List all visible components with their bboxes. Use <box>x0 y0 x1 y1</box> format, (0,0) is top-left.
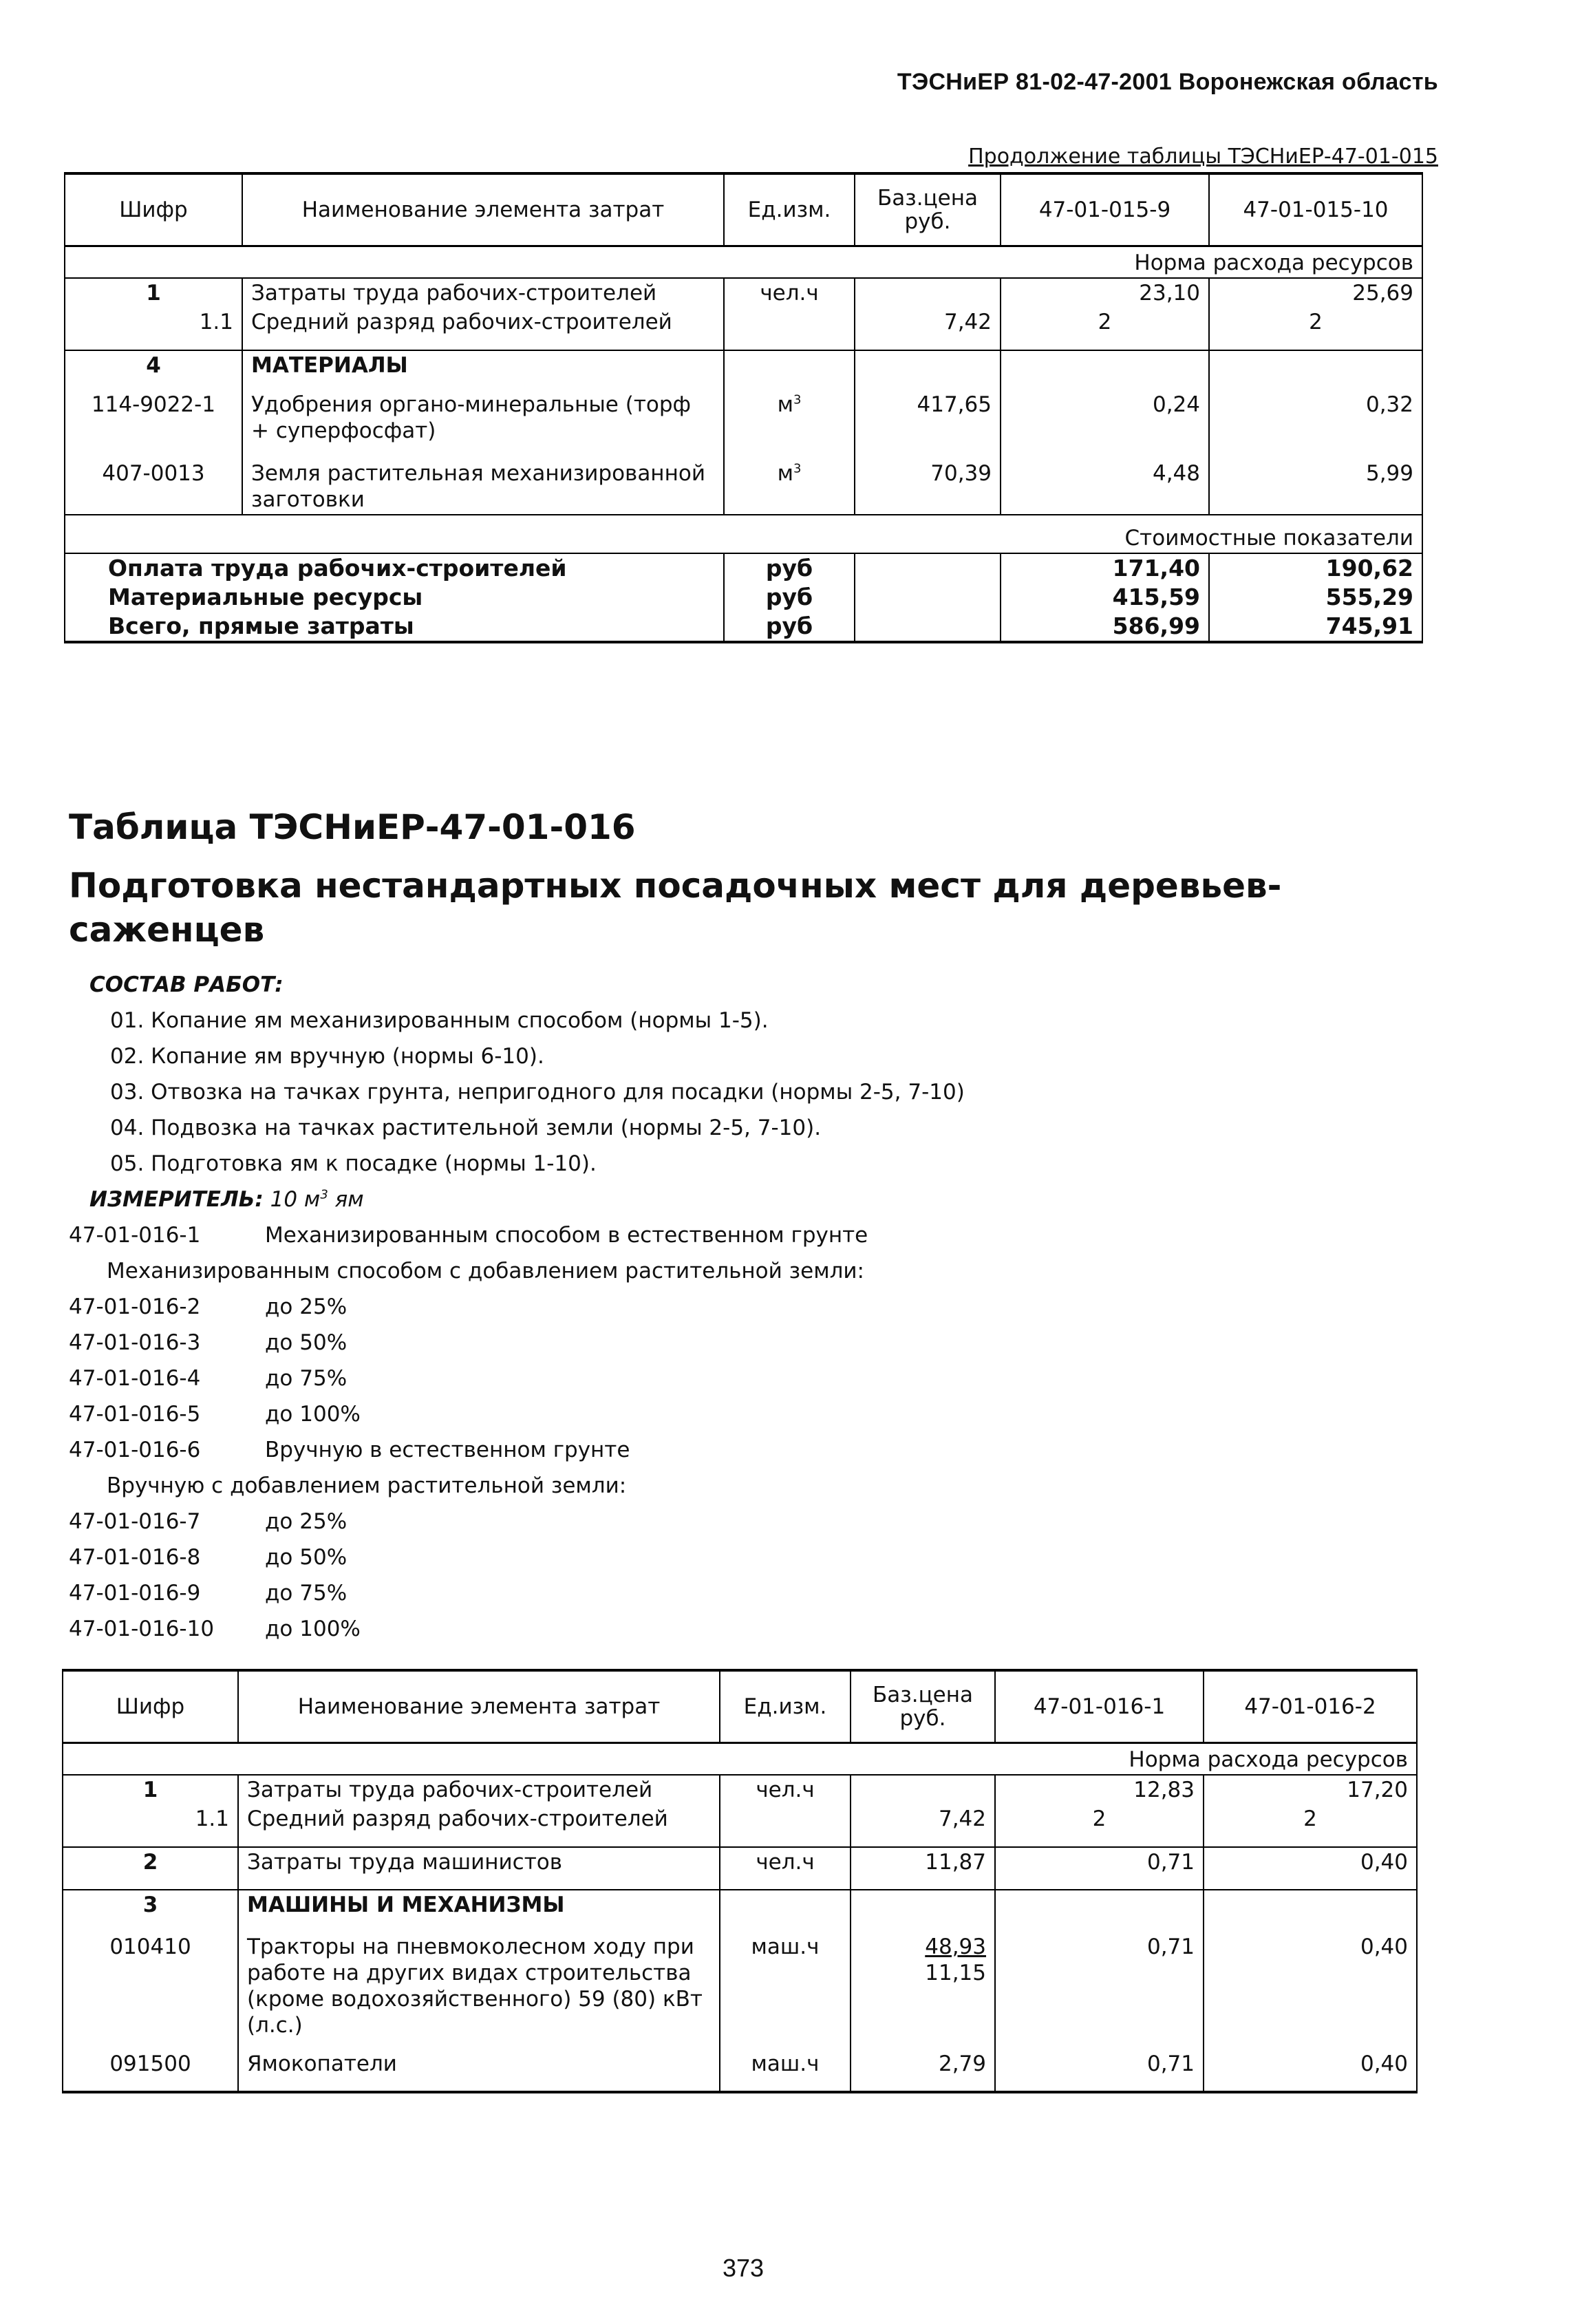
norm-line <box>69 1289 1376 1325</box>
total-unit: руб <box>724 583 855 612</box>
norm-line <box>69 1611 1376 1647</box>
row-value-2 <box>1204 1890 1417 1932</box>
row-price: 2,79 <box>851 2049 995 2092</box>
norm-code: 47-01-016-2 <box>69 1294 201 1319</box>
row-price <box>855 350 1001 390</box>
row-name: Затраты труда рабочих-строителей <box>238 1775 720 1804</box>
measure-value-text: 10 м <box>270 1187 321 1212</box>
total-value-1: 415,59 <box>1001 583 1209 612</box>
row-value-1: 12,83 <box>995 1775 1204 1804</box>
row-value-2: 2 <box>1204 1804 1417 1847</box>
table-header-row <box>65 173 1422 246</box>
measure-value: 10 $м^3$ ям <box>270 1187 364 1212</box>
norm-line <box>69 1217 1376 1253</box>
total-name: Всего, прямые затраты <box>65 612 724 642</box>
row-code: 407-0013 <box>65 459 242 515</box>
norm-code: 47-01-016-7 <box>69 1509 201 1534</box>
col-name-header: Наименование элемента затрат <box>242 173 724 246</box>
row-name: МАШИНЫ И МЕХАНИЗМЫ <box>238 1890 720 1932</box>
band-resource-norms: Норма расхода ресурсов <box>63 1743 1417 1776</box>
row-price: 11,87 <box>851 1847 995 1890</box>
row-price <box>855 278 1001 308</box>
row-unit <box>720 1890 851 1932</box>
norm-text: до 100% <box>265 1402 361 1427</box>
row-value-1: 2 <box>1001 308 1209 350</box>
composition-item: 05. Подготовка ям к посадке (нормы 1-10). <box>110 1151 597 1176</box>
row-code: 1 <box>65 278 242 308</box>
norm-line <box>69 1432 1376 1468</box>
norm-subheading: Вручную с добавлением растительной земли: <box>107 1473 627 1498</box>
measure-unit-tail: ям <box>328 1187 364 1212</box>
row-value-2: 17,20 <box>1204 1775 1417 1804</box>
page-number: 373 <box>722 2254 765 2282</box>
row-value-1 <box>1001 350 1209 390</box>
resource-table-015 <box>64 172 1423 643</box>
norm-text: до 100% <box>265 1617 361 1641</box>
total-value-1: 171,40 <box>1001 553 1209 583</box>
table-row <box>63 2049 1417 2092</box>
norm-line <box>69 1504 1376 1539</box>
composition-item: 04. Подвозка на тачках растительной земли (нормы 2-5, 7-10). <box>110 1116 822 1140</box>
row-price: 7,42 <box>851 1804 995 1847</box>
table-row <box>63 1847 1417 1890</box>
col-norm-1-header: 47-01-016-1 <box>995 1670 1204 1743</box>
row-unit: $м^3$ <box>724 459 855 515</box>
row-value-1: 0,71 <box>995 1847 1204 1890</box>
row-unit: чел.ч <box>720 1775 851 1804</box>
row-unit: $м^3$ <box>724 390 855 459</box>
table-row <box>63 1890 1417 1932</box>
row-value-1: 4,48 <box>1001 459 1209 515</box>
row-unit: маш.ч <box>720 2049 851 2092</box>
table-row <box>65 459 1422 515</box>
row-price <box>851 1775 995 1804</box>
row-value-2 <box>1209 350 1422 390</box>
table-continuation-caption: Продолжение таблицы ТЭСНиЕР-47-01-015 <box>968 145 1438 169</box>
row-unit <box>724 350 855 390</box>
norm-line <box>69 1575 1376 1611</box>
norm-text: до 50% <box>265 1545 348 1570</box>
norm-text: до 75% <box>265 1581 348 1606</box>
norm-line <box>69 1396 1376 1432</box>
row-price: 7,42 <box>855 308 1001 350</box>
row-value-2: 0,40 <box>1204 1847 1417 1890</box>
resource-table-016 <box>62 1669 1418 2093</box>
col-code-header: Шифр <box>65 173 242 246</box>
row-code: 1.1 <box>65 308 242 350</box>
total-price <box>855 553 1001 583</box>
row-code: 010410 <box>63 1932 238 2049</box>
row-name: Затраты труда машинистов <box>238 1847 720 1890</box>
col-norm-2-header: 47-01-016-2 <box>1204 1670 1417 1743</box>
row-value-1 <box>995 1890 1204 1932</box>
norm-text: до 75% <box>265 1366 348 1391</box>
totals-row <box>65 612 1422 642</box>
norm-text: Вручную в естественном грунте <box>265 1438 630 1462</box>
row-name: МАТЕРИАЛЫ <box>242 350 724 390</box>
total-unit: руб <box>724 612 855 642</box>
row-value-1: 0,24 <box>1001 390 1209 459</box>
table-row <box>65 278 1422 308</box>
row-name: Затраты труда рабочих-строителей <box>242 278 724 308</box>
total-value-1: 586,99 <box>1001 612 1209 642</box>
norm-code: 47-01-016-10 <box>69 1617 215 1641</box>
composition-item: 02. Копание ям вручную (нормы 6-10). <box>110 1044 544 1069</box>
totals-row <box>65 583 1422 612</box>
table-row <box>65 308 1422 350</box>
section-title: Подготовка нестандартных посадочных мест для деревьев-саженцев <box>69 866 1282 950</box>
row-name: Тракторы на пневмоколесном ходу при работе на других видах строительства (кроме водохозяйственного) 59 (80) кВт (л.с.) <box>238 1932 720 2049</box>
row-value-1: 2 <box>995 1804 1204 1847</box>
norm-code: 47-01-016-4 <box>69 1366 201 1391</box>
norm-line <box>69 1361 1376 1396</box>
unit-text: м <box>777 392 793 417</box>
table-row <box>65 350 1422 390</box>
row-code: 4 <box>65 350 242 390</box>
band-row <box>63 1743 1417 1776</box>
norm-code: 47-01-016-1 <box>69 1223 201 1248</box>
measure-line <box>89 1182 1376 1217</box>
norm-code: 47-01-016-5 <box>69 1402 201 1427</box>
total-name: Материальные ресурсы <box>65 583 724 612</box>
row-value-1: 0,71 <box>995 2049 1204 2092</box>
row-name: Средний разряд рабочих-строителей <box>242 308 724 350</box>
row-value-2: 25,69 <box>1209 278 1422 308</box>
row-name: Средний разряд рабочих-строителей <box>238 1804 720 1847</box>
row-price <box>851 1890 995 1932</box>
row-code: 3 <box>63 1890 238 1932</box>
norm-subheading: Механизированным способом с добавлением растительной земли: <box>107 1259 864 1283</box>
row-code: 091500 <box>63 2049 238 2092</box>
total-unit: руб <box>724 553 855 583</box>
total-value-2: 555,29 <box>1209 583 1422 612</box>
norm-line <box>69 1325 1376 1361</box>
norm-code: 47-01-016-8 <box>69 1545 201 1570</box>
table-row <box>63 1804 1417 1847</box>
totals-row <box>65 553 1422 583</box>
unit-text: м <box>777 461 793 486</box>
band-cost-indicators: Стоимостные показатели <box>65 515 1422 553</box>
composition-item: 03. Отвозка на тачках грунта, непригодного для посадки (нормы 2-5, 7-10) <box>110 1080 965 1105</box>
norm-text: до 25% <box>265 1294 348 1319</box>
row-price: 70,39 <box>855 459 1001 515</box>
composition-item: 01. Копание ям механизированным способом (нормы 1-5). <box>110 1008 769 1033</box>
norm-code: 47-01-016-9 <box>69 1581 201 1606</box>
page-header: ТЭСНиЕР 81-02-47-2001 Воронежская область <box>897 69 1438 95</box>
band-row <box>65 515 1422 553</box>
total-value-2: 745,91 <box>1209 612 1422 642</box>
row-value-2: 5,99 <box>1209 459 1422 515</box>
row-name: Удобрения органо-минеральные (торф + суперфосфат) <box>242 390 724 459</box>
row-price-secondary: 11,15 <box>925 1961 986 1985</box>
row-value-1: 0,71 <box>995 1932 1204 2049</box>
row-code: 114-9022-1 <box>65 390 242 459</box>
row-value-2: 2 <box>1209 308 1422 350</box>
row-unit <box>724 308 855 350</box>
row-code: 2 <box>63 1847 238 1890</box>
row-unit <box>720 1804 851 1847</box>
row-value-2: 0,40 <box>1204 2049 1417 2092</box>
band-resource-norms: Норма расхода ресурсов <box>65 246 1422 279</box>
composition-block <box>69 967 1376 1647</box>
row-price: 417,65 <box>855 390 1001 459</box>
row-code: 1 <box>63 1775 238 1804</box>
table-row <box>65 390 1422 459</box>
col-norm-9-header: 47-01-015-9 <box>1001 173 1209 246</box>
row-unit: маш.ч <box>720 1932 851 2049</box>
row-value-2: 0,32 <box>1209 390 1422 459</box>
total-value-2: 190,62 <box>1209 553 1422 583</box>
norm-code: 47-01-016-3 <box>69 1330 201 1355</box>
row-price: 48,93 <box>925 1934 986 1959</box>
row-code: 1.1 <box>63 1804 238 1847</box>
row-unit: чел.ч <box>724 278 855 308</box>
col-name-header: Наименование элемента затрат <box>238 1670 720 1743</box>
norm-text: до 25% <box>265 1509 348 1534</box>
row-unit: чел.ч <box>720 1847 851 1890</box>
col-unit-header: Ед.изм. <box>720 1670 851 1743</box>
norm-text: Механизированным способом в естественном грунте <box>265 1223 868 1248</box>
col-price-header: Баз.цена руб. <box>851 1670 995 1743</box>
row-name: Земля растительная механизированной заготовки <box>242 459 724 515</box>
band-row <box>65 246 1422 279</box>
col-norm-10-header: 47-01-015-10 <box>1209 173 1422 246</box>
table-header-row <box>63 1670 1417 1743</box>
composition-label: СОСТАВ РАБОТ: <box>89 972 284 997</box>
col-unit-header: Ед.изм. <box>724 173 855 246</box>
row-name: Ямокопатели <box>238 2049 720 2092</box>
norm-code: 47-01-016-6 <box>69 1438 201 1462</box>
row-value-2: 0,40 <box>1204 1932 1417 2049</box>
row-price-pair <box>851 1932 995 2049</box>
total-price <box>855 583 1001 612</box>
norm-line <box>69 1539 1376 1575</box>
table-title: Таблица ТЭСНиЕР-47-01-016 <box>69 807 636 847</box>
total-name: Оплата труда рабочих-строителей <box>65 553 724 583</box>
col-price-header: Баз.цена руб. <box>855 173 1001 246</box>
norm-text: до 50% <box>265 1330 348 1355</box>
table-row <box>63 1775 1417 1804</box>
measure-label: ИЗМЕРИТЕЛЬ: <box>89 1187 264 1212</box>
table-row <box>63 1932 1417 2049</box>
total-price <box>855 612 1001 642</box>
row-value-1: 23,10 <box>1001 278 1209 308</box>
col-code-header: Шифр <box>63 1670 238 1743</box>
